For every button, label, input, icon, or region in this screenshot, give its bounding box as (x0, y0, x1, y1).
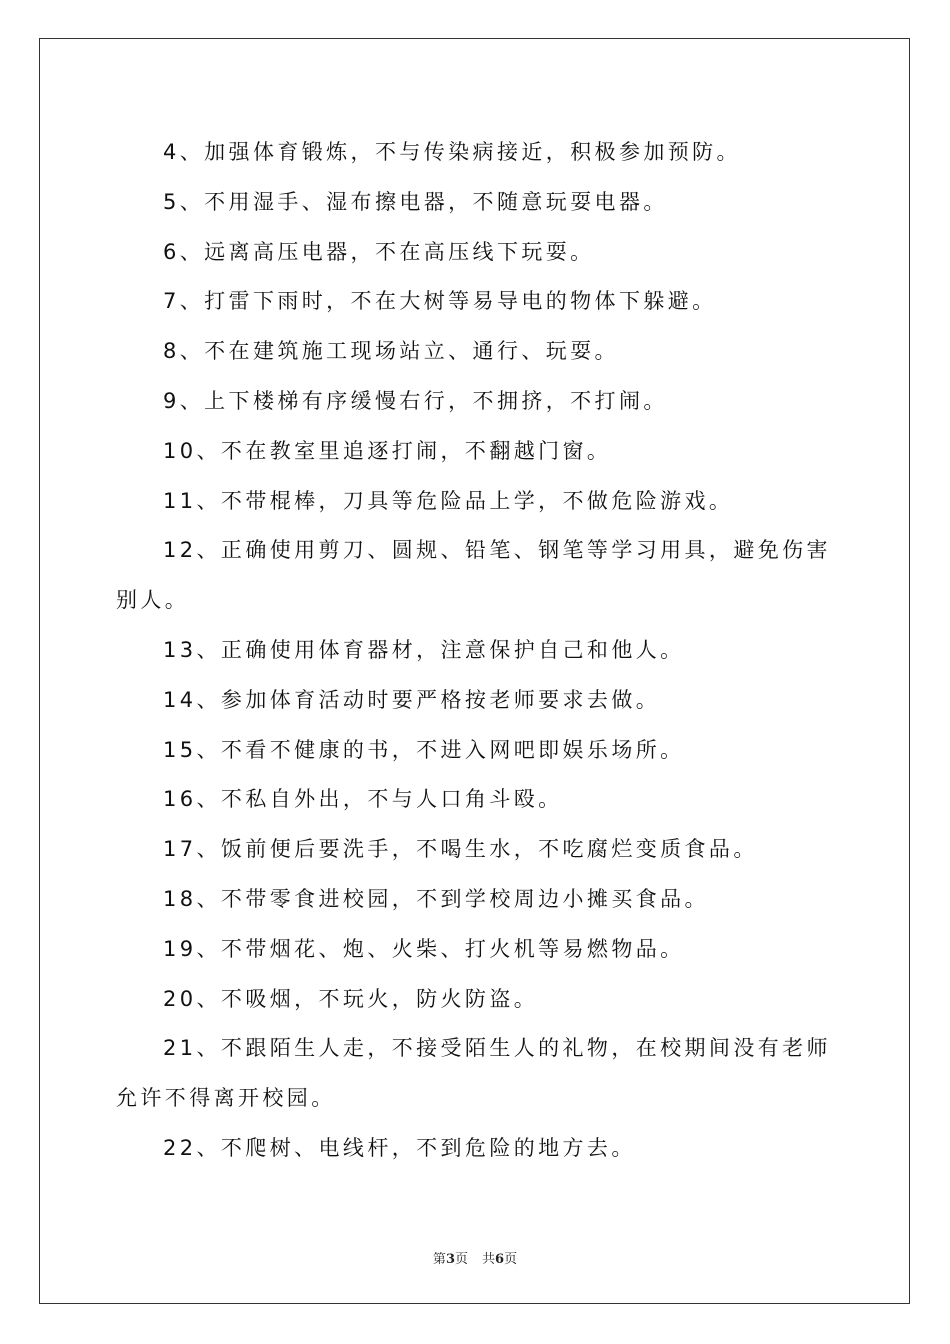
total-page-count: 6 (495, 1252, 505, 1267)
page-number-suffix: 页 (454, 1252, 468, 1267)
page-footer (0, 1248, 950, 1267)
total-pages-suffix: 页 (504, 1252, 518, 1267)
list-item: 6、远离高压电器，不在高压线下玩耍。 (163, 239, 595, 264)
current-page-number: 3 (445, 1252, 455, 1267)
list-item: 5、不用湿手、湿布擦电器，不随意玩耍电器。 (163, 189, 668, 214)
list-item: 14、参加体育活动时要严格按老师要求去做。 (163, 687, 661, 712)
list-item: 21、不跟陌生人走，不接受陌生人的礼物，在校期间没有老师允许不得离开校园。 (116, 1036, 831, 1111)
list-item: 8、不在建筑施工现场站立、通行、玩耍。 (163, 339, 619, 364)
list-item: 16、不私自外出，不与人口角斗殴。 (163, 787, 563, 812)
list-item: 20、不吸烟，不玩火，防火防盗。 (163, 986, 539, 1011)
list-item: 19、不带烟花、炮、火柴、打火机等易燃物品。 (163, 936, 685, 961)
list-item: 11、不带棍棒，刀具等危险品上学，不做危险游戏。 (163, 488, 734, 513)
page-number-prefix: 第 (432, 1252, 446, 1267)
list-item: 9、上下楼梯有序缓慢右行，不拥挤，不打闹。 (163, 388, 668, 413)
list-item: 18、不带零食进校园，不到学校周边小摊买食品。 (163, 886, 709, 911)
list-item: 17、饭前便后要洗手，不喝生水，不吃腐烂变质食品。 (163, 837, 758, 862)
list-item: 12、正确使用剪刀、圆规、铅笔、钢笔等学习用具，避免伤害别人。 (116, 538, 831, 613)
list-item: 10、不在教室里追逐打闹，不翻越门窗。 (163, 438, 612, 463)
list-item: 4、加强体育锻炼，不与传染病接近，积极参加预防。 (163, 140, 741, 164)
total-pages-prefix: 共 (482, 1252, 496, 1267)
list-item: 13、正确使用体育器材，注意保护自己和他人。 (163, 637, 685, 662)
list-item: 15、不看不健康的书，不进入网吧即娱乐场所。 (163, 737, 685, 762)
document-body (116, 128, 836, 1174)
list-item: 7、打雷下雨时，不在大树等易导电的物体下躲避。 (163, 289, 717, 314)
list-item: 22、不爬树、电线杆，不到危险的地方去。 (163, 1135, 636, 1160)
